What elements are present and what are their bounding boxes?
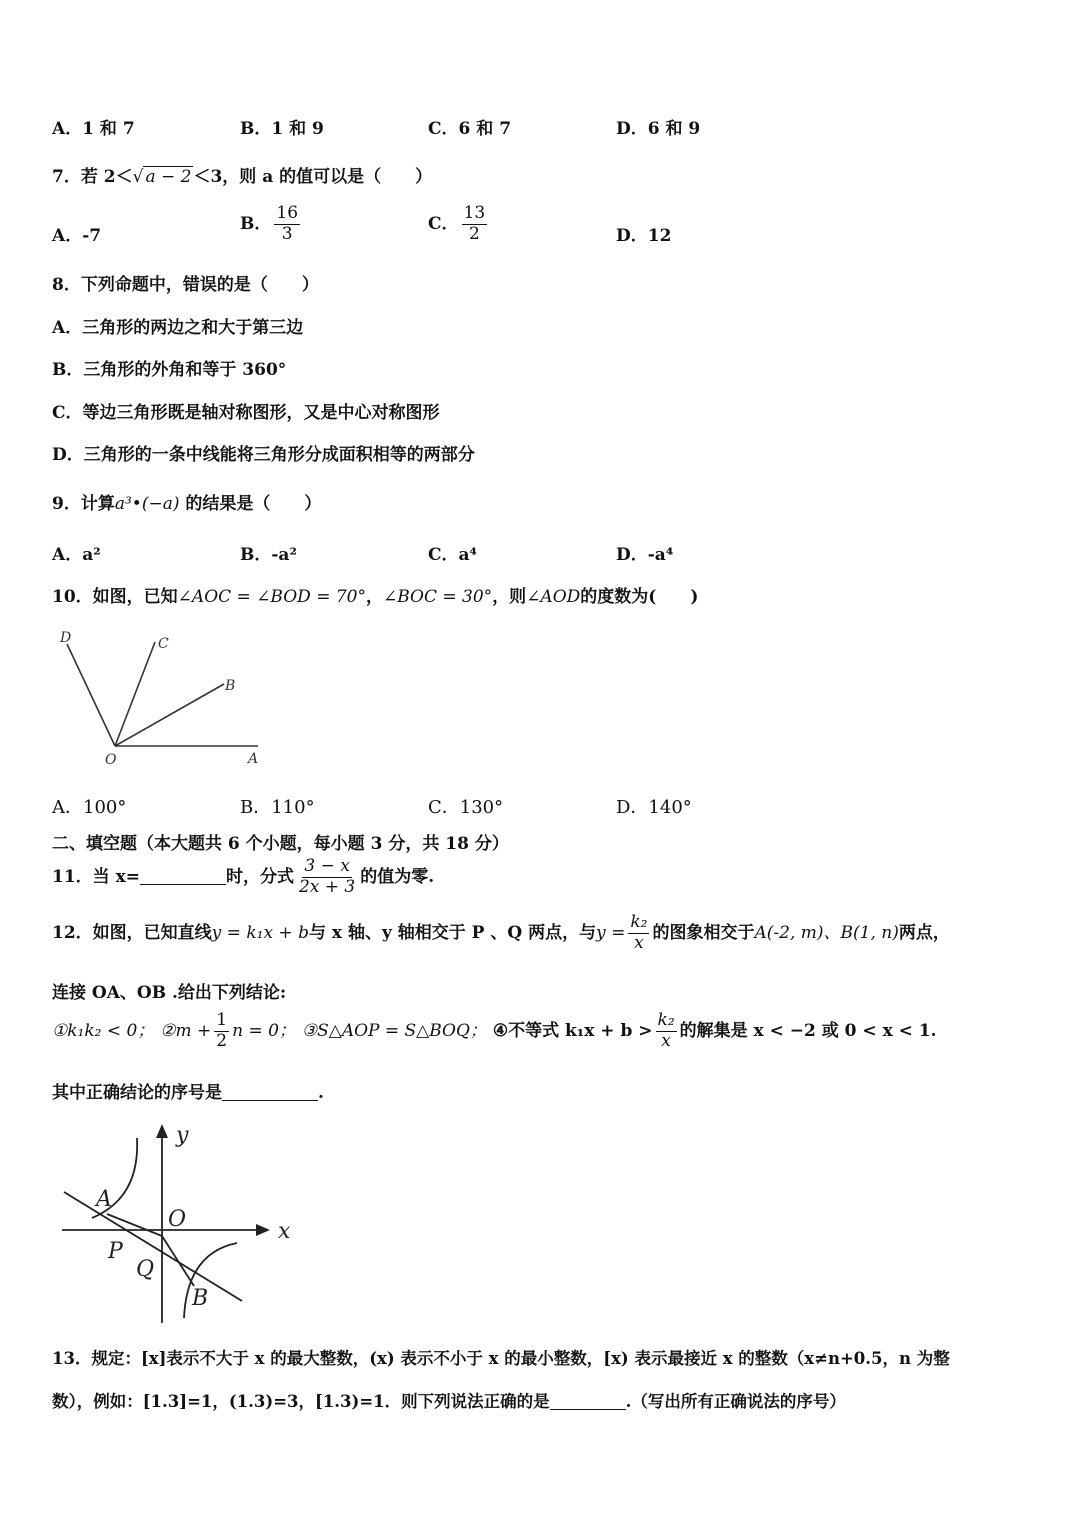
q12-conclusion-2-fraction [214, 1012, 229, 1051]
q12-graph-figure [52, 1118, 312, 1328]
q12-stem-line2: 连接 OA、OB .给出下列结论: [52, 983, 287, 1003]
q12-answer-prompt: 其中正确结论的序号是 [52, 1083, 222, 1103]
q12-conclusion-1: ①k₁k₂ < 0； [52, 1020, 155, 1041]
q9-option-b[interactable]: B．-a² [240, 545, 297, 565]
y-axis-arrow-icon [156, 1124, 168, 1138]
q9-stem [52, 489, 321, 514]
point-label-a: A [96, 1187, 112, 1212]
label-a: A [248, 751, 259, 767]
q7-stem [52, 162, 432, 187]
q12-conclusion-4-rhs: 的解集是 x < −2 或 0 < x < 1. [679, 1020, 937, 1041]
label-b: B [225, 678, 236, 694]
q12-conclusion-4 [492, 1010, 937, 1051]
q13-stem-line2 [52, 1388, 846, 1412]
q10-option-c[interactable]: C．130° [428, 797, 504, 818]
q12-points: A(-2, m)、B(1, n) [754, 922, 899, 943]
q11-prefix: 11．当 x= [52, 866, 140, 887]
q7-option-c[interactable] [428, 205, 490, 244]
fraction-denominator: 2 [216, 1030, 228, 1051]
x-axis-arrow-icon [256, 1224, 270, 1236]
q12-text-2: 与 x 轴、y 轴相交于 P 、Q 两点，与 [308, 922, 597, 943]
q7-option-b[interactable] [240, 205, 303, 244]
ray-ob [115, 684, 224, 746]
fraction-numerator: 13 [463, 203, 486, 223]
ray-oc [115, 642, 155, 746]
label-c: C [158, 636, 169, 652]
q8-option-b[interactable]: B．三角形的外角和等于 360° [52, 360, 287, 380]
q9-option-a[interactable]: A．a² [52, 545, 101, 565]
q7-suffix: ＜3，则 a 的值可以是（ ） [193, 167, 433, 187]
q6-option-a[interactable]: A．1 和 7 [52, 119, 135, 139]
q7-option-d[interactable]: D．12 [616, 226, 672, 246]
fraction-numerator: 16 [276, 203, 299, 223]
q7-option-a[interactable]: A．-7 [52, 226, 102, 246]
label-d: D [60, 630, 72, 646]
q12-conclusions [52, 1012, 937, 1051]
q10-stem [52, 582, 698, 607]
fraction-denominator: x [634, 932, 644, 953]
line-ab [64, 1192, 242, 1301]
q10-options [52, 793, 952, 823]
q8-option-d[interactable]: D．三角形的一条中线能将三角形分成面积相等的两部分 [52, 445, 475, 465]
fraction-numerator: k₂ [657, 1010, 675, 1030]
q10-angle-figure [52, 628, 272, 773]
q8-stem: 8．下列命题中，错误的是（ ） [52, 275, 319, 295]
point-label-q: Q [136, 1257, 155, 1282]
q9-suffix: 的结果是（ ） [179, 494, 322, 514]
q9-option-d[interactable]: D．-a⁴ [616, 545, 674, 565]
q9-options [52, 540, 952, 570]
q7-radicand: a − 2 [145, 167, 192, 187]
q10-expression-1: ∠AOC = ∠BOD = 70° [177, 587, 366, 607]
q6-option-b[interactable]: B．1 和 9 [240, 119, 324, 139]
q13-text-2: .（写出所有正确说法的序号） [625, 1392, 846, 1411]
q12-stem-line1 [52, 914, 950, 953]
q7-option-c-fraction [462, 205, 488, 244]
q10-separator: ， [366, 587, 383, 607]
q10-option-a[interactable]: A．100° [52, 797, 127, 818]
q7-number: 7． [52, 167, 81, 187]
fraction-denominator: 2x + 3 [298, 876, 356, 897]
fraction-numerator: 3 − x [304, 856, 350, 876]
q7-prefix: 若 2＜ [80, 167, 133, 187]
q12-conclusion-2-rhs: n = 0； [232, 1020, 296, 1041]
label-o: O [105, 752, 117, 768]
q11-answer-blank[interactable] [140, 866, 226, 885]
q12-conclusion-4-fraction [656, 1012, 677, 1051]
q12-conclusion-3: ③S△AOP = S△BOQ； [301, 1020, 487, 1041]
axis-label-y: y [176, 1123, 189, 1148]
q10-expression-3: ∠AOD [526, 587, 581, 607]
axis-label-x: x [278, 1219, 291, 1244]
sqrt-sign: √ [132, 167, 144, 187]
q10-expression-2: ∠BOC = 30° [383, 587, 493, 607]
q11-mid: 时，分式 [225, 866, 294, 887]
q12-text-3: 的图象相交于 [652, 922, 755, 943]
q10-option-b[interactable]: B．110° [240, 797, 315, 818]
q9-option-c[interactable]: C．a⁴ [428, 545, 477, 565]
q6-option-d[interactable]: D．6 和 9 [616, 119, 701, 139]
point-label-p: P [108, 1239, 123, 1264]
q10-mid: ，则 [492, 587, 527, 607]
q10-option-d[interactable]: D．140° [616, 797, 692, 818]
fraction-denominator: x [661, 1030, 671, 1051]
q12-conclusion-4-lhs: ④不等式 k₁x + b > [492, 1020, 653, 1041]
q12-answer-end: . [318, 1083, 324, 1103]
point-label-o: O [168, 1207, 187, 1232]
q11-suffix: 的值为零. [360, 866, 435, 887]
fraction-denominator: 2 [468, 223, 480, 244]
segment-ob [162, 1236, 194, 1286]
point-label-b: B [192, 1286, 209, 1311]
q12-conclusion-2-lhs: ②m + [160, 1020, 212, 1041]
q7-option-c-letter: C． [428, 213, 459, 234]
q6-options [52, 114, 952, 144]
q8-option-c[interactable]: C．等边三角形既是轴对称图形，又是中心对称图形 [52, 403, 440, 423]
fraction-denominator: 3 [281, 223, 293, 244]
q12-conclusion-2 [160, 1010, 296, 1051]
q6-option-c[interactable]: C．6 和 7 [428, 119, 512, 139]
q8-option-a[interactable]: A．三角形的两边之和大于第三边 [52, 318, 304, 338]
q12-answer-line [52, 1078, 324, 1103]
q12-answer-blank[interactable] [222, 1082, 318, 1101]
q9-prefix: 9．计算 [52, 494, 115, 514]
q10-prefix: 10．如图，已知 [52, 587, 178, 607]
q12-text-1: 12．如图，已知直线 [52, 922, 212, 943]
segment-oa [107, 1214, 162, 1236]
q12-line-equation: y = k₁x + b [211, 922, 309, 943]
q11-fraction [297, 858, 357, 897]
q13-answer-blank[interactable] [550, 1391, 626, 1410]
q10-suffix: 的度数为( ) [580, 587, 699, 607]
ray-od [67, 644, 115, 746]
q13-text-1: 数），例如：[1.3]=1，(1.3)=3，[1.3)=1．则下列说法正确的是 [52, 1392, 550, 1411]
fraction-numerator: 1 [216, 1010, 228, 1030]
q11-stem [52, 858, 434, 897]
q12-text-4: 两点， [898, 922, 950, 943]
q7-options [52, 205, 952, 257]
q9-expression: a³•(−a) [114, 494, 180, 514]
fraction-numerator: k₂ [630, 912, 648, 932]
q12-hyperbola-fraction [628, 914, 649, 953]
q7-option-b-letter: B． [240, 213, 272, 234]
q12-hyperbola-lhs: y = [596, 922, 626, 943]
q13-stem-line1: 13．规定：[x]表示不大于 x 的最大整数，(x) 表示不小于 x 的最小整数，[x) 表示最接近 x 的整数（x≠n+0.5，n 为整 [52, 1349, 950, 1368]
section-heading: 二、填空题（本大题共 6 个小题，每小题 3 分，共 18 分） [52, 834, 509, 854]
q7-option-b-fraction [274, 205, 300, 244]
